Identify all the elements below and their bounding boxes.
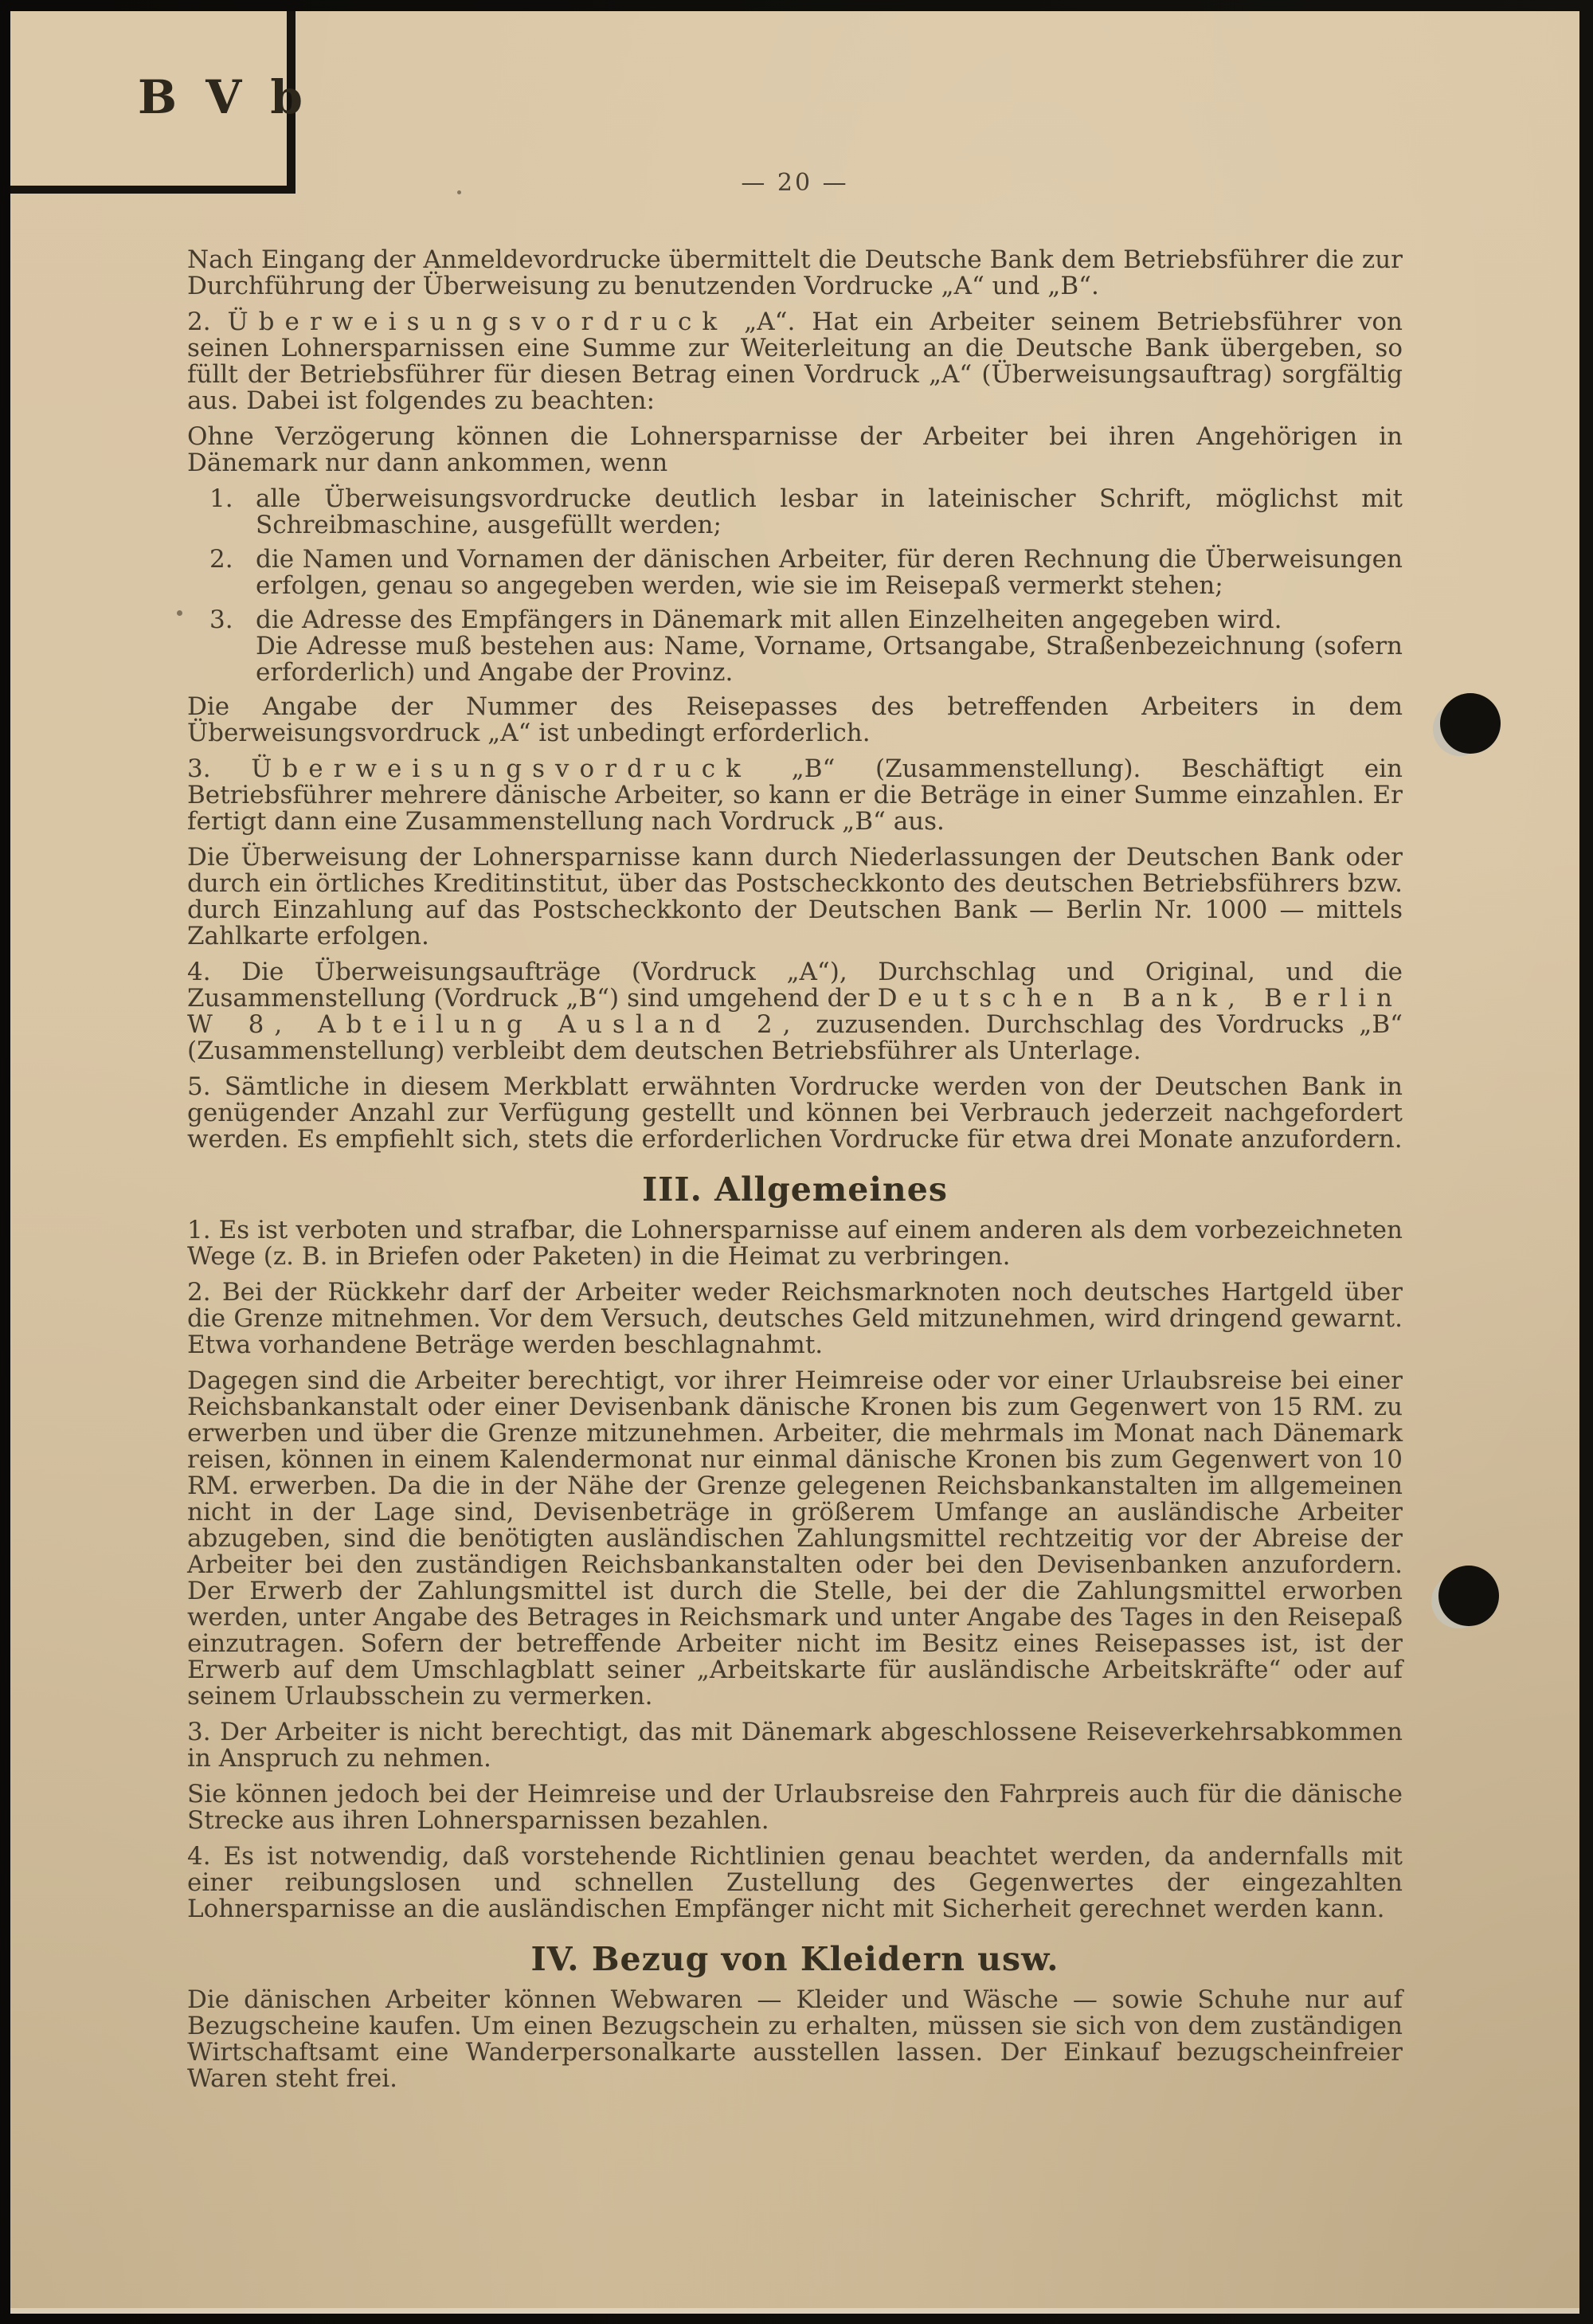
text-run: III. Allgemeines xyxy=(642,1170,948,1209)
paragraph xyxy=(187,1280,1403,1358)
paragraph xyxy=(187,247,1403,300)
scan-speck xyxy=(457,190,461,194)
text-run: Die Angabe der Nummer des Reisepasses des betreffenden Arbeiters in dem Überweisungsvordruck „A“ ist unbedingt erforderlich. xyxy=(187,692,1403,747)
form-code-box xyxy=(10,11,309,194)
page-number: — 20 — xyxy=(741,169,849,197)
list-item xyxy=(187,607,1403,686)
letterspaced-text: Deutschen Bank, Berlin W 8, Abteilung Ausland 2, xyxy=(187,984,1403,1039)
form-code: B V b xyxy=(138,70,309,124)
paragraph xyxy=(187,1368,1403,1710)
paragraph xyxy=(187,756,1403,835)
text-run: 4. Die Überweisungsaufträge (Vordruck „A“), Durchschlag und Original, und die Zusammenstellung (Vordruck „B“) sind umgehend der xyxy=(187,958,1403,1013)
text-run: IV. Bezug von Kleidern usw. xyxy=(530,1940,1059,1978)
punch-hole-bottom xyxy=(1438,1566,1499,1626)
paragraph xyxy=(187,1074,1403,1153)
text-run: 1. Es ist verboten und strafbar, die Lohnersparnisse auf einem anderen als dem vorbezeichneten Wege (z. B. in Briefen oder Paketen) in die Heimat zu verbringen. xyxy=(187,1216,1403,1271)
document-body xyxy=(187,247,1403,2102)
text-run: 2. xyxy=(187,308,228,336)
list-item xyxy=(187,547,1403,599)
list-item-number: 2. xyxy=(209,545,233,574)
paragraph xyxy=(187,1781,1403,1834)
paragraph xyxy=(187,1844,1403,1922)
text-run: „A“. Hat ein Arbeiter seinem Betriebsführer von seinen Lohnersparnissen eine Summe zur Weiterleitung an die Deutsche Bank übergeben, so füllt der Betriebsführer für diesen Betrag einen Vordruck „A“ (Überweisungsauftrag) sorgfältig aus. Dabei ist folgendes zu beachten: xyxy=(187,308,1403,415)
list-item xyxy=(187,486,1403,539)
paragraph xyxy=(187,424,1403,476)
text-run: 5. Sämtliche in diesem Merkblatt erwähnten Vordrucke werden von der Deutschen Bank in genügender Anzahl zur Verfügung gestellt und können bei Verbrauch jederzeit nachgefordert werden. Es empfiehlt sich, stets die erforderlichen Vordrucke für etwa drei Monate anzufordern. xyxy=(187,1072,1403,1154)
text-run: „B“ (Zusammenstellung). Beschäftigt ein Betriebsführer mehrere dänische Arbeiter, so kann er die Beträge in einer Summe einzahlen. Er fertigt dann eine Zusammenstellung nach Vordruck „B“ aus. xyxy=(187,754,1403,836)
text-run: 2. Bei der Rückkehr darf der Arbeiter weder Reichsmarknoten noch deutsches Hartgeld über die Grenze mitnehmen. Vor dem Versuch, deutsches Geld mitzunehmen, wird dringend gewarnt. Etwa vorhandene Beträge werden beschlagnahmt. xyxy=(187,1278,1403,1359)
text-run: 3. xyxy=(187,754,252,783)
scan-speck xyxy=(177,610,182,616)
text-run: Ohne Verzögerung können die Lohnersparnisse der Arbeiter bei ihren Angehörigen in Dänemark nur dann ankommen, wenn xyxy=(187,422,1403,477)
text-run: Die Überweisung der Lohnersparnisse kann durch Niederlassungen der Deutschen Bank oder durch ein örtliches Kreditinstitut, über das Postscheckkonto des deutschen Betriebsführers bzw. durch Einzahlung auf das Postscheckkonto der Deutschen Bank — Berlin Nr. 1000 — mittels Zahlkarte erfolgen. xyxy=(187,843,1403,950)
text-run: 3. Der Arbeiter is nicht berechtigt, das mit Dänemark abgeschlossene Reiseverkehrsabkommen in Anspruch zu nehmen. xyxy=(187,1718,1403,1773)
letterspaced-text: Überweisungsvordruck xyxy=(227,308,728,336)
paper-sheet xyxy=(10,11,1579,2314)
text-run: Dagegen sind die Arbeiter berechtigt, vor ihrer Heimreise oder vor einer Urlaubsreise bei einer Reichsbankanstalt oder einer Devisenbank dänische Kronen bis zum Gegenwert von 15 RM. zu erwerben und über die Grenze mitzunehmen. Arbeiter, die mehrmals im Monat nach Dänemark reisen, können in einem Kalendermonat nur einmal dänische Kronen bis zum Gegenwert von 10 RM. erwerben. Da die in der Nähe der Grenze gelegenen Reichsbankanstalten im allgemeinen nicht in der Lage sind, Devisenbeträge in größerem Umfange an ausländische Arbeiter abzugeben, sind die benötigten ausländischen Zahlungsmittel rechtzeitig vor der Abreise der Arbeiter bei den zuständigen Reichsbankanstalten oder bei den Devisenbanken anzufordern. Der Erwerb der Zahlungsmittel ist durch die Stelle, bei der die Zahlungsmittel erworben werden, unter Angabe des Betrages in Reichsmark und unter Angabe des Tages in den Reisepaß einzutragen. Sofern der betreffende Arbeiter nicht im Besitz eines Reisepasses ist, ist der Erwerb auf dem Umschlagblatt seiner „Arbeitskarte für ausländische Arbeitskräfte“ oder auf seinem Urlaubsschein zu vermerken. xyxy=(187,1366,1403,1711)
text-run: 4. Es ist notwendig, daß vorstehende Richtlinien genau beachtet werden, da andernfalls mit einer reibungslosen und schnellen Zustellung des Gegenwertes der eingezahlten Lohnersparnisse an die ausländischen Empfänger nicht mit Sicherheit gerechnet werden kann. xyxy=(187,1842,1403,1923)
text-run: alle Überweisungsvordrucke deutlich lesbar in lateinischer Schrift, möglichst mit Schreibmaschine, ausgefüllt werden; xyxy=(256,484,1403,539)
text-run: die Namen und Vornamen der dänischen Arbeiter, für deren Rechnung die Überweisungen erfolgen, genau so angegeben werden, wie sie im Reisepaß vermerkt stehen; xyxy=(256,545,1403,600)
section-heading xyxy=(187,1170,1403,1209)
text-run: Nach Eingang der Anmeldevordrucke übermittelt die Deutsche Bank dem Betriebsführer die zur Durchführung der Überweisung zu benutzenden Vordrucke „A“ und „B“. xyxy=(187,245,1403,300)
text-run: die Adresse des Empfängers in Dänemark mit allen Einzelheiten angegeben wird. xyxy=(256,605,1282,634)
paragraph xyxy=(187,959,1403,1064)
text-run: Die dänischen Arbeiter können Webwaren — Kleider und Wäsche — sowie Schuhe nur auf Bezugscheine kaufen. Um einen Bezugschein zu erhalten, müssen sie sich von dem zuständigen Wirtschaftsamt eine Wanderpersonalkarte ausstellen lassen. Der Einkauf bezugscheinfreier Waren steht frei. xyxy=(187,1985,1403,2093)
text-run: Sie können jedoch bei der Heimreise und der Urlaubsreise den Fahrpreis auch für die dänische Strecke aus ihren Lohnersparnissen bezahlen. xyxy=(187,1780,1403,1835)
paragraph xyxy=(187,845,1403,950)
list-item-number: 1. xyxy=(209,484,233,513)
text-run: zuzusenden. Durchschlag des Vordrucks „B“ (Zusammenstellung) verbleibt dem deutschen Betriebsführer als Unterlage. xyxy=(187,1010,1403,1065)
punch-hole-top xyxy=(1440,693,1501,754)
paragraph xyxy=(187,1719,1403,1772)
text-run: Die Adresse muß bestehen aus: Name, Vorname, Ortsangabe, Straßenbezeichnung (sofern erforderlich) und Angabe der Provinz. xyxy=(256,632,1403,687)
paragraph xyxy=(187,1217,1403,1270)
section-heading xyxy=(187,1940,1403,1978)
list-item-number: 3. xyxy=(209,605,233,634)
letterspaced-text: Überweisungsvordruck xyxy=(251,754,751,783)
paragraph xyxy=(187,1987,1403,2092)
paragraph xyxy=(187,309,1403,414)
paragraph xyxy=(187,694,1403,747)
